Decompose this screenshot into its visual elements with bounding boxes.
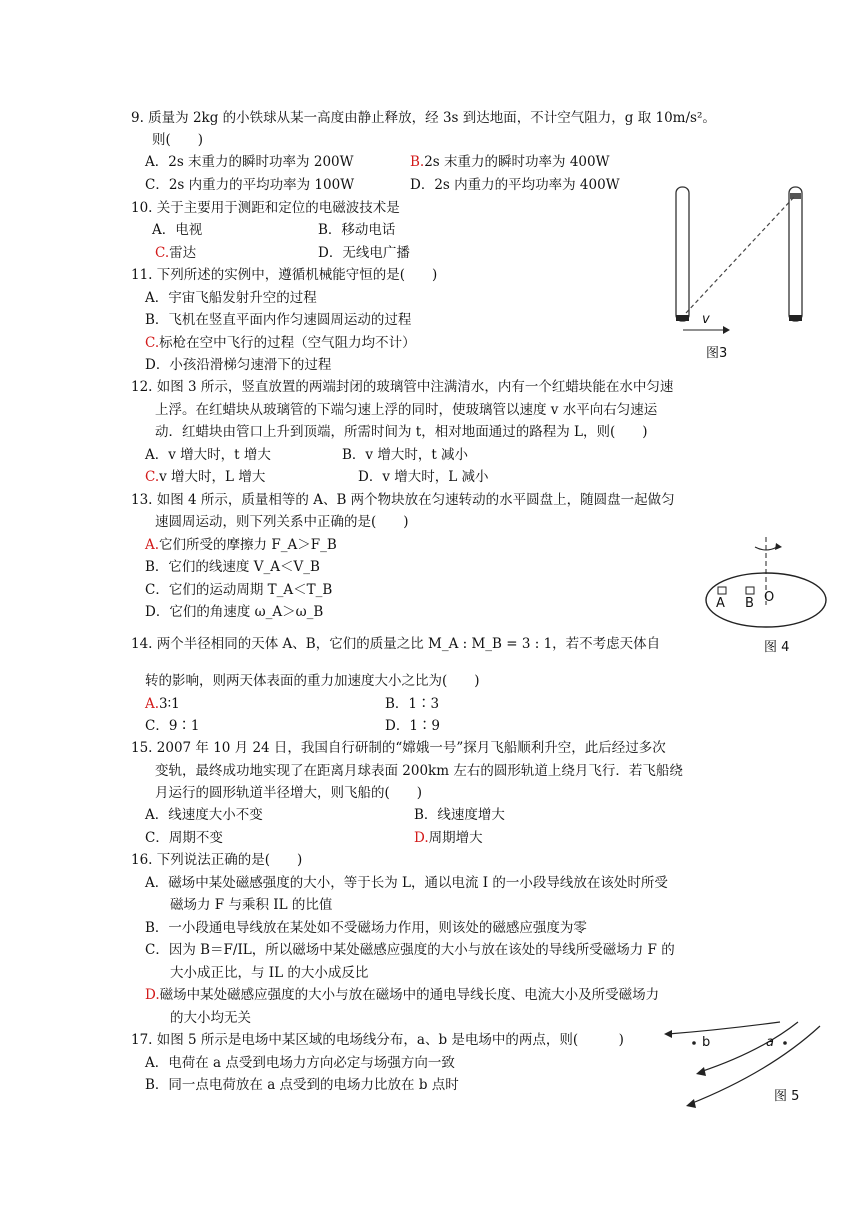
q11-stem: 11. 下列所述的实例中，遵循机械能守恒的是( ) <box>131 267 438 283</box>
q17-option-b: B．同一点电荷放在 a 点受到的电场力比放在 b 点时 <box>145 1077 459 1093</box>
q12-option-a: A．v 增大时，t 增大 <box>145 447 271 463</box>
q13-option-b: B．它们的线速度 V_A＜V_B <box>145 559 320 575</box>
q12-option-d: D．v 增大时，L 减小 <box>358 469 489 485</box>
answer-mark: B. <box>410 154 425 170</box>
figure-5-label-b: b <box>702 1035 711 1050</box>
q16-option-d-line2: 的大小均无关 <box>170 1010 251 1026</box>
q9-option-c: C．2s 内重力的平均功率为 100W <box>145 177 355 193</box>
q15-stem-line1: 15. 2007 年 10 月 24 日，我国自行研制的“嫦娥一号”探月飞船顺利升空，此后经过多次 <box>131 740 666 756</box>
q12-option-c: C.v 增大时，L 增大 <box>145 469 266 485</box>
q12-option-b: B．v 增大时，t 减小 <box>342 447 469 463</box>
q11-option-b: B．飞机在竖直平面内作匀速圆周运动的过程 <box>145 312 412 328</box>
answer-mark: D. <box>414 830 429 846</box>
q14-stem-line2: 转的影响，则两天体表面的重力加速度大小之比为( ) <box>145 673 480 689</box>
q15-stem-line2: 变轨，最终成功地实现了在距离月球表面 200km 左右的圆形轨道上绕月飞行．若飞船绕 <box>155 763 683 779</box>
q12-stem-line2: 上浮。在红蜡块从玻璃管的下端匀速上浮的同时，使玻璃管以速度 v 水平向右匀速运 <box>155 402 658 418</box>
q9-stem-line1: 9. 质量为 2kg 的小铁球从某一高度由静止释放，经 3s 到达地面，不计空气阻力，g 取 10m/s²。 <box>131 110 716 126</box>
answer-mark: C. <box>145 469 160 485</box>
q16-option-a-line1: A．磁场中某处磁感强度的大小，等于长为 L，通以电流 I 的一小段导线放在该处时所受 <box>145 875 668 891</box>
q14-option-c: C．9∶1 <box>145 718 200 734</box>
figure-4-label-b: B <box>745 596 754 611</box>
q16-option-d-line1: D.磁场中某处磁感应强度的大小与放在磁场中的通电导线长度、电流大小及所受磁场力 <box>145 987 660 1003</box>
q16-stem: 16. 下列说法正确的是( ) <box>131 852 303 868</box>
q11-option-a: A．宇宙飞船发射升空的过程 <box>145 290 317 306</box>
q9-option-d: D．2s 内重力的平均功率为 400W <box>410 177 620 193</box>
q15-option-c: C．周期不变 <box>145 830 223 846</box>
answer-mark: C. <box>145 335 160 351</box>
q13-option-c: C．它们的运动周期 T_A＜T_B <box>145 582 333 598</box>
q12-stem-line1: 12. 如图 3 所示，竖直放置的两端封闭的玻璃管中注满清水，内有一个红蜡块能在水中匀速 <box>131 379 674 395</box>
figure-3 <box>668 185 818 365</box>
q16-option-a-line2: 磁场力 F 与乘积 IL 的比值 <box>170 897 333 913</box>
q13-option-d: D．它们的角速度 ω_A＞ω_B <box>145 604 324 620</box>
q10-option-d: D．无线电广播 <box>318 245 410 261</box>
q15-stem-line3: 月运行的圆形轨道半径增大，则飞船的( ) <box>155 785 423 801</box>
q9-option-b: B.2s 末重力的瞬时功率为 400W <box>410 154 610 170</box>
figure-5 <box>660 1012 830 1112</box>
q13-option-a: A.它们所受的摩擦力 F_A＞F_B <box>145 537 337 553</box>
answer-mark: C. <box>155 245 170 261</box>
q16-option-b: B．一小段通电导线放在某处如不受磁场力作用，则该处的磁感应强度为零 <box>145 920 587 936</box>
q14-option-d: D．1∶9 <box>385 718 441 734</box>
q14-stem-line1: 14. 两个半径相同的天体 A、B，它们的质量之比 M_A : M_B = 3 : 1，若不考虑天体自 <box>131 636 661 652</box>
answer-mark: D. <box>145 987 160 1003</box>
q16-option-c-line1: C．因为 B＝F/IL，所以磁场中某处磁感应强度的大小与放在该处的导线所受磁场力 F 的 <box>145 942 675 958</box>
figure-3-v-label: v <box>702 312 710 327</box>
q11-option-c: C.标枪在空中飞行的过程（空气阻力均不计） <box>145 335 416 351</box>
q9-option-a: A．2s 末重力的瞬时功率为 200W <box>145 154 354 170</box>
figure-4-label-o: O <box>764 590 775 605</box>
figure-5-caption: 图 5 <box>774 1089 800 1104</box>
q14-option-b: B．1∶3 <box>385 696 440 712</box>
q10-option-a: A．电视 <box>152 222 203 238</box>
q17-option-a: A．电荷在 a 点受到电场力方向必定与场强方向一致 <box>145 1055 455 1071</box>
q10-stem: 10. 关于主要用于测距和定位的电磁波技术是 <box>131 200 400 216</box>
q15-option-a: A．线速度大小不变 <box>145 807 263 823</box>
figure-4-caption: 图 4 <box>764 640 790 655</box>
q9-stem-line2: 则( ) <box>152 132 204 148</box>
q17-stem: 17. 如图 5 所示是电场中某区域的电场线分布，a、b 是电场中的两点，则( ) <box>131 1032 624 1048</box>
figure-4 <box>700 535 830 635</box>
q13-stem-line1: 13. 如图 4 所示，质量相等的 A、B 两个物块放在匀速转动的水平圆盘上，随圆盘一起做匀 <box>131 492 675 508</box>
q15-option-d: D.周期增大 <box>414 830 483 846</box>
figure-3-caption: 图3 <box>706 346 728 361</box>
q10-option-c: C.雷达 <box>155 245 197 261</box>
figure-4-label-a: A <box>716 596 725 611</box>
q11-option-d: D．小孩沿滑梯匀速滑下的过程 <box>145 357 332 373</box>
q16-option-c-line2: 大小成正比，与 IL 的大小成反比 <box>170 965 369 981</box>
q10-option-b: B．移动电话 <box>318 222 396 238</box>
q13-stem-line2: 速圆周运动，则下列关系中正确的是( ) <box>155 514 409 530</box>
answer-mark: A. <box>145 696 160 712</box>
q14-option-a: A.3∶1 <box>145 696 180 712</box>
q15-option-b: B．线速度增大 <box>414 807 505 823</box>
q12-stem-line3: 动．红蜡块由管口上升到顶端，所需时间为 t，相对地面通过的路程为 L，则( ) <box>155 424 648 440</box>
answer-mark: A. <box>145 537 160 553</box>
figure-5-label-a: a <box>766 1035 774 1050</box>
